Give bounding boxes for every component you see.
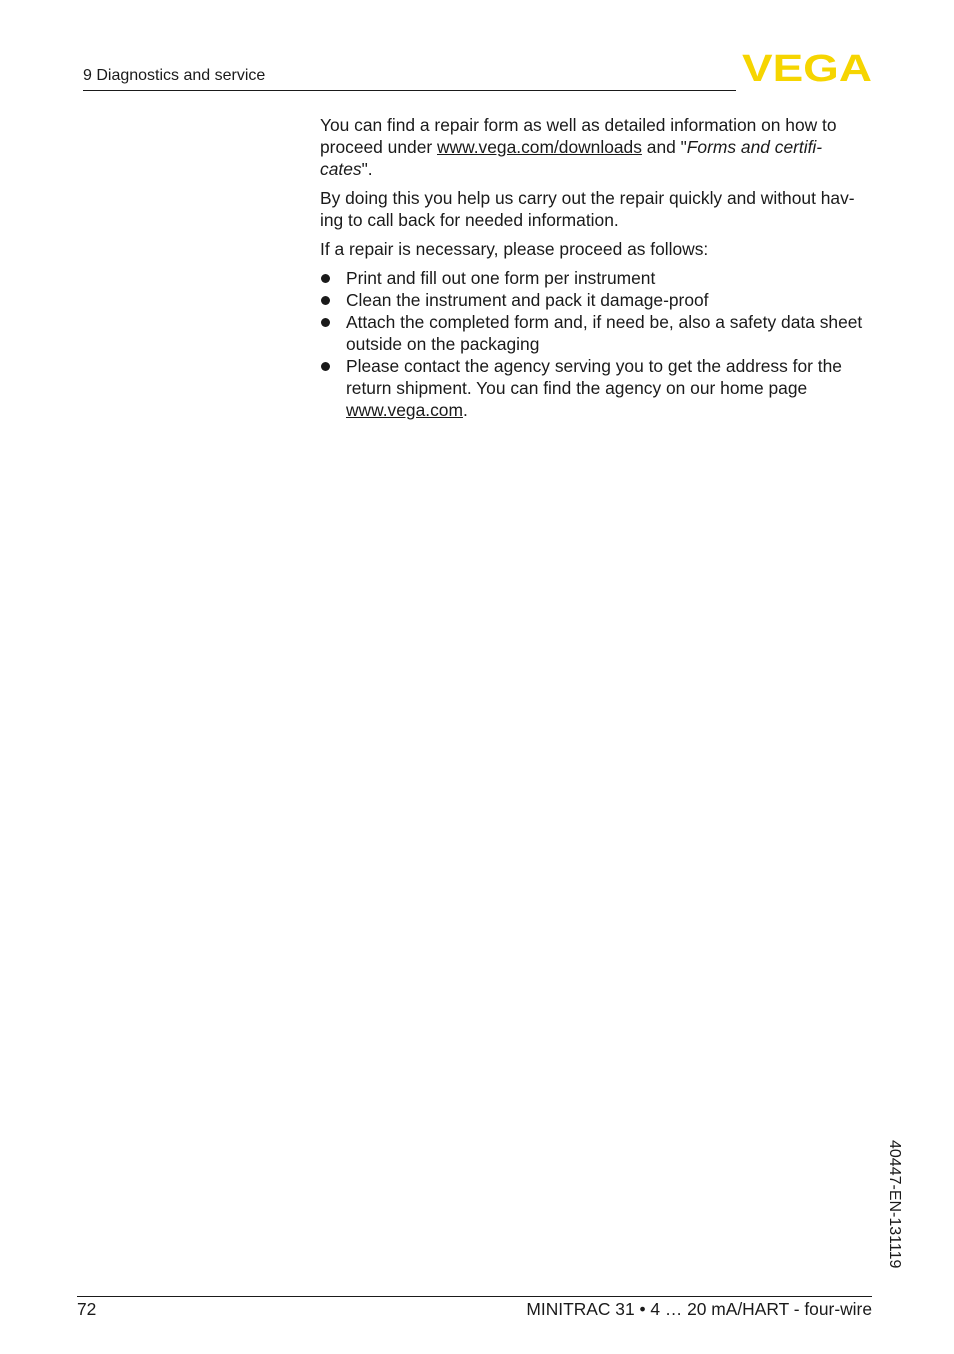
list-item-text: Please contact the agency serving you to get the address for the return shipment. You can find the agency on our home page [346,356,842,398]
repair-steps-list [320,267,872,421]
downloads-link[interactable]: www.vega.com/downloads [437,137,642,157]
footer-divider [77,1296,872,1297]
bullet-icon [321,318,330,327]
footer-title: MINITRAC 31 • 4 … 20 mA/HART - four-wire [526,1299,872,1319]
header-divider [83,90,736,91]
vega-logo [742,52,872,82]
paragraph-text: You can find a repair form as well as detailed information on how to proceed under [320,115,837,157]
list-item [320,289,872,311]
bullet-icon [321,362,330,371]
list-item [320,267,872,289]
paragraph-text: ". [361,159,373,179]
bullet-icon [321,274,330,283]
list-item-text: Print and fill out one form per instrument [346,268,656,288]
list-item [320,355,872,421]
forms-certificates-emphasis: Forms and certifi-cates [320,137,823,179]
list-item [320,311,872,355]
list-item-text: Clean the instrument and pack it damage-proof [346,290,709,310]
vega-logo-text: VEGA [742,52,872,82]
main-content [320,114,872,421]
section-header: 9 Diagnostics and service [83,67,266,84]
list-item-text: Attach the completed form and, if need be, also a safety data sheet outside on the packaging [346,312,863,354]
document-code: 40447-EN-131119 [886,1140,903,1269]
bullet-icon [321,296,330,305]
paragraph-help: By doing this you help us carry out the repair quickly and without hav-ing to call back for needed information. [320,188,855,230]
list-item-text: . [462,400,468,420]
page-number: 72 [77,1299,97,1319]
paragraph-proceed: If a repair is necessary, please proceed as follows: [320,239,709,259]
paragraph-repair-form [320,114,872,180]
paragraph-text: and " [641,137,687,157]
vega-homepage-link[interactable]: www.vega.com [346,400,463,420]
